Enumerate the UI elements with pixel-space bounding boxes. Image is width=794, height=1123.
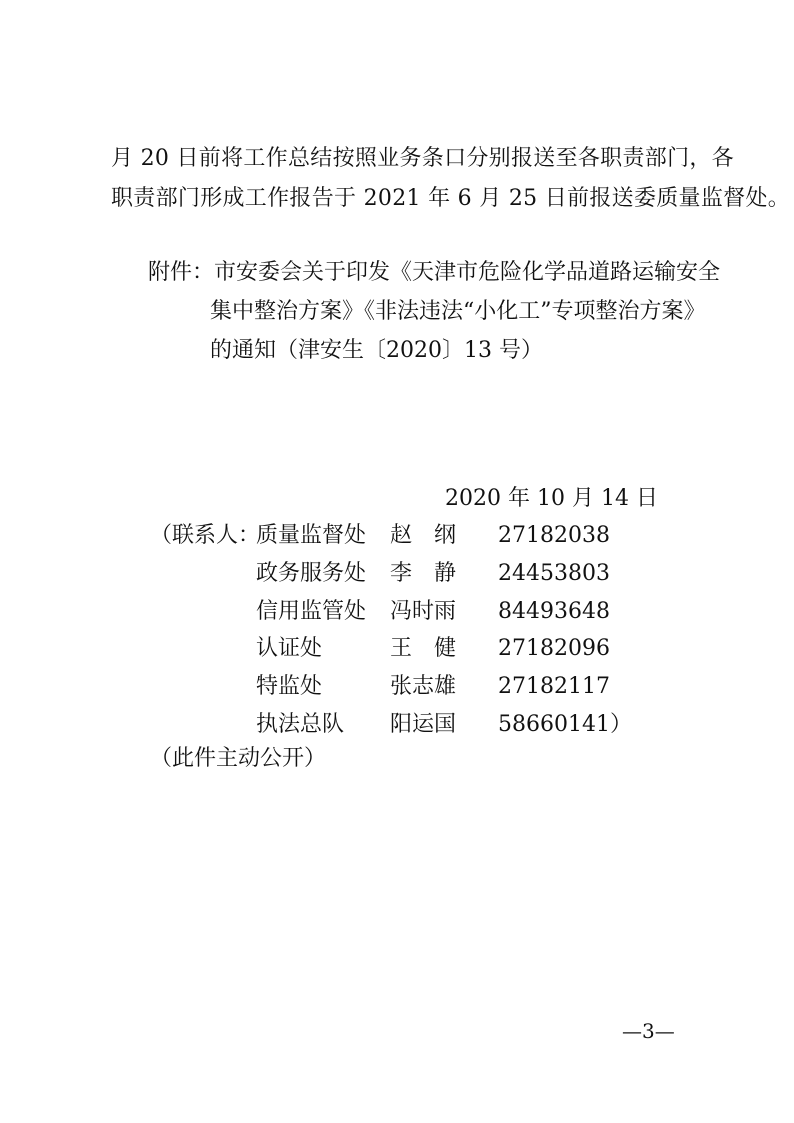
contact-phone: 27182096 xyxy=(498,636,610,661)
contact-department: 政务服务处 xyxy=(256,561,367,586)
contact-phone: 58660141） xyxy=(498,712,632,737)
attachment-line-3: 的通知（津安生〔2020〕13 号） xyxy=(210,338,543,363)
contact-name: 王 健 xyxy=(390,636,457,661)
contact-name: 李 静 xyxy=(390,561,457,586)
attachment-line-2: 集中整治方案》《非法违法“小化工”专项整治方案》 xyxy=(210,299,706,324)
paragraph-line-1: 月 20 日前将工作总结按照业务条口分别报送至各职责部门，各 xyxy=(111,146,734,171)
page-number: —3— xyxy=(622,1019,675,1043)
contact-name: 赵 纲 xyxy=(390,523,457,548)
contact-phone: 27182117 xyxy=(498,674,610,699)
contacts-prefix: （联系人： xyxy=(150,523,261,548)
contact-department: 质量监督处 xyxy=(256,523,367,548)
disclosure-note: （此件主动公开） xyxy=(150,746,327,771)
contact-department: 特监处 xyxy=(256,674,323,699)
document-date: 2020 年 10 月 14 日 xyxy=(445,486,658,511)
contact-department: 认证处 xyxy=(256,636,323,661)
contact-name: 张志雄 xyxy=(390,674,457,699)
contact-phone: 84493648 xyxy=(498,599,610,624)
contact-department: 执法总队 xyxy=(256,712,345,737)
contact-phone: 27182038 xyxy=(498,523,610,548)
contact-phone: 24453803 xyxy=(498,561,610,586)
contact-name: 阳运国 xyxy=(390,712,457,737)
contact-department: 信用监管处 xyxy=(256,599,367,624)
contact-name: 冯时雨 xyxy=(390,599,457,624)
attachment-line-1: 附件：市安委会关于印发《天津市危险化学品道路运输安全 xyxy=(148,260,721,285)
paragraph-line-2: 职责部门形成工作报告于 2021 年 6 月 25 日前报送委质量监督处。 xyxy=(111,186,791,211)
